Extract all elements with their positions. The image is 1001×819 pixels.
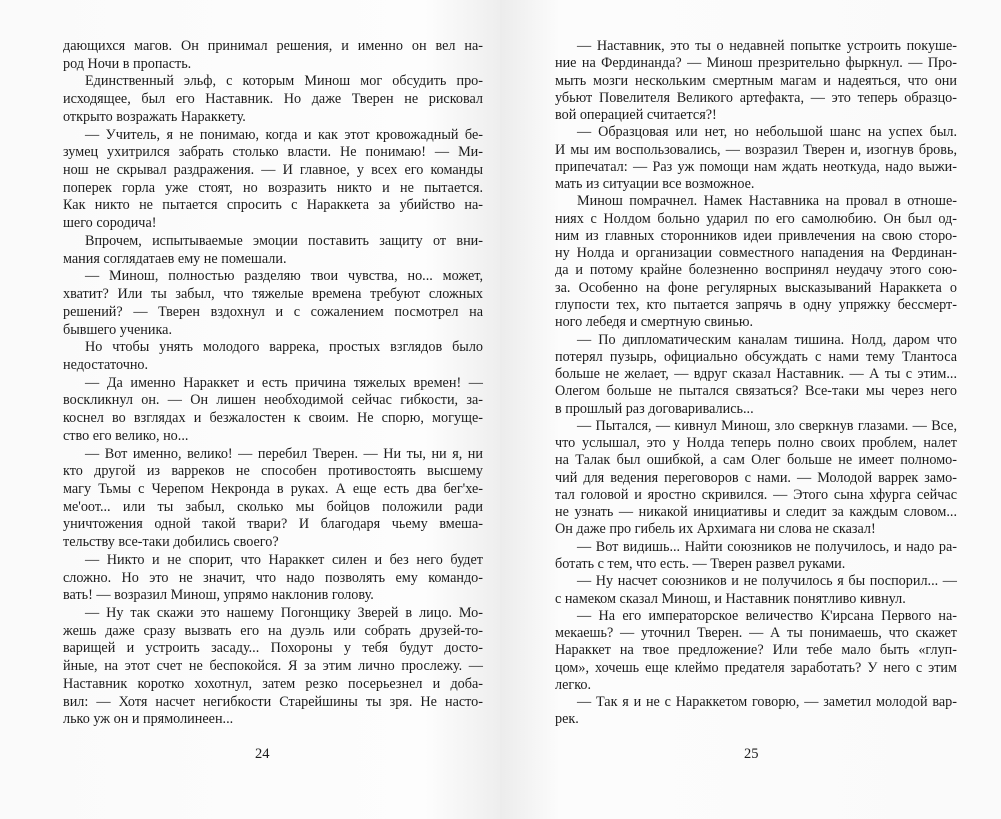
text-line: ниях с Нолдом больно ударил по его самолюбию. Он был од- (555, 210, 957, 227)
text-line: кто другой из варреков не способен противостоять высшему (63, 463, 483, 480)
text-line: лько уж он и прямолинеен... (63, 711, 234, 728)
text-line: — Да именно Нараккет и есть причина тяжелых времен! — (85, 374, 483, 391)
paragraph (63, 605, 483, 729)
text-line: мекаешь? — уточнил Тверен. — А ты понимаешь, что скажет (555, 625, 957, 642)
text-line: легко. (555, 676, 592, 693)
page-number: 24 (255, 746, 270, 762)
text-line: исходящее, был его Наставник. Но даже Тверен не рисковал (63, 91, 483, 108)
text-line: глупости тех, кто пытается запрячь в одну упряжку бессмерт- (555, 296, 957, 313)
text-line: припечатал: — Раз уж помощи нам ждать неоткуда, надо выжи- (555, 158, 957, 175)
paragraph (63, 375, 483, 446)
text-line: сложно. Но это не значит, что надо позволять ему командо- (63, 569, 483, 586)
text-line: — По дипломатическим каналам тишина. Нолд, даром что (577, 331, 957, 348)
text-line: мать из ситуации все возможное. (555, 176, 755, 193)
paragraph (555, 124, 957, 193)
text-line: воскликнул он. — Он лишен необходимой сейчас гибкости, за- (63, 392, 483, 409)
right-page-text (555, 38, 957, 729)
paragraph (555, 418, 957, 539)
paragraph (63, 73, 483, 126)
text-line: Как никто не пытается спросить с Нараккета за убийство на- (63, 197, 483, 214)
paragraph (555, 193, 957, 331)
text-line: тельству все-таки добились своего? (63, 534, 279, 551)
text-line: йные, на этот счет не беспокойся. Я за этим лично прослежу. — (63, 658, 483, 675)
page-number: 25 (744, 746, 759, 762)
text-line: — Минош, полностью разделяю твои чувства, но... может, (85, 268, 483, 285)
paragraph (555, 573, 957, 608)
text-line: дающихся магов. Он принимал решения, и именно он вел на- (63, 38, 483, 54)
text-line: цом», хочешь еще клеймо предателя заработать? У него с этим (555, 659, 957, 676)
paragraph (63, 38, 483, 73)
text-line: ним из главных сторонников идеи привлечения на свою сторо- (555, 227, 957, 244)
text-line: открыто возражать Нараккету. (63, 108, 246, 125)
text-line: потерял пузырь, официально обсуждать с нами тему Тлантоса (555, 348, 957, 365)
paragraph (555, 539, 957, 574)
text-line: нош не скрывал раздражения. — И главное, у всех его команды (63, 162, 483, 179)
text-line: не узнать — никакой инициативы и следит за каждым словом... (555, 504, 957, 521)
text-line: убьют Повелителя Великого артефакта, — это теперь образцо- (555, 89, 957, 106)
paragraph (63, 127, 483, 233)
text-line: чий для ведения переговоров с нами. — Молодой варрек замо- (555, 469, 957, 486)
text-line: вил: — Хотя насчет негибкости Старейшины ты зря. Не насто- (63, 693, 483, 710)
text-line: с намеком сказал Минош, и Наставник понятливо кивнул. (555, 590, 906, 607)
text-line: — Учитель, я не понимаю, когда и как этот кровожадный бе- (85, 126, 483, 143)
text-line: И мы им воспользовались, — возразил Тверен и, изогнув бровь, (555, 141, 957, 158)
text-line: — Образцовая или нет, но небольшой шанс на успех был. (577, 124, 957, 141)
paragraph (63, 446, 483, 552)
paragraph (555, 694, 957, 729)
text-line: ство его велико, но... (63, 427, 189, 444)
text-line: Единственный эльф, с которым Минош мог обсудить про- (85, 73, 483, 90)
text-line: ме'оот... или ты забыл, сколько мы бойцов положили ради (63, 498, 483, 515)
text-line: Олегом больше не пытался связаться? Все-таки мы через него (555, 383, 957, 400)
text-line: — Ну так скажи это нашему Погонщику Зверей в лицо. Мо- (85, 605, 483, 621)
text-line: решений? — Тверен вздохнул и с сожалением посмотрел на (63, 303, 483, 320)
text-line: на Талак был ошибкой, а сам Олег больше не имеет полномо- (555, 452, 957, 469)
text-line: зумец ухитрился забрать столько власти. Не понимаю! — Ми- (63, 144, 483, 161)
text-line: Минош помрачнел. Намек Наставника на провал в отноше- (577, 193, 957, 210)
text-line: коснел во взглядах и безжалостен к своим. Не спорю, могуще- (63, 410, 483, 427)
text-line: — Ну насчет союзников и не получилось я бы поспорил... — (577, 573, 957, 590)
text-line: жешь даже сразу вызвать его на дуэль или собрать друзей-то- (63, 622, 483, 639)
paragraph (63, 268, 483, 339)
paragraph (555, 608, 957, 694)
text-line: — Никто и не спорит, что Нараккет силен и без него будет (85, 551, 483, 568)
text-line: — Вот именно, велико! — перебил Тверен. — Ни ты, ни я, ни (85, 445, 483, 462)
text-line: рек. (555, 711, 579, 728)
text-line: вой операцией считается?! (555, 107, 717, 124)
text-line: да и потому крайне болезненно воспринял неудачу этого сою- (555, 262, 957, 279)
left-page (0, 0, 500, 819)
text-line: ботать с тем, что есть. — Тверен развел руками. (555, 555, 846, 572)
text-line: мания соглядатаев ему не помешали. (63, 250, 287, 267)
left-page-text (63, 38, 483, 729)
text-line: Но чтобы унять молодого варрека, простых взглядов было (85, 339, 483, 356)
text-line: ние на Фердинанда? — Минош презрительно фыркнул. — Про- (555, 55, 957, 72)
text-line: что услышал, это у Нолда теперь полно своих проблем, налет (555, 435, 957, 452)
text-line: хватит? Или ты забыл, что тяжелые времена требуют сложных (63, 286, 483, 303)
text-line: ну Нолда и организации совместного нападения на Фердинан- (555, 245, 957, 262)
text-line: за. Особенно на фоне регулярных высказываний Нараккета о (555, 279, 957, 296)
text-line: мыть мозги нескольким смертным магам и надеяться, что они (555, 72, 957, 89)
paragraph (63, 233, 483, 268)
text-line: — Вот видишь... Найти союзников не получилось, и надо ра- (577, 538, 957, 555)
text-line: — Пытался, — кивнул Минош, зло сверкнув глазами. — Все, (577, 417, 957, 434)
text-line: уничтожения одной такой твари? И благодаря чьему вмеша- (63, 516, 483, 533)
text-line: Нараккет на твое предложение? Или тебе мало быть «глуп- (555, 642, 957, 659)
text-line: вать! — возразил Минош, упрямо наклонив голову. (63, 587, 374, 604)
paragraph (555, 332, 957, 418)
text-line: шего сородича! (63, 215, 157, 232)
text-line: Наставник коротко хохотнул, затем резко посерьезнел и доба- (63, 675, 483, 692)
text-line: недостаточно. (63, 356, 149, 373)
text-line: поперек горла уже стоят, но возразить никто и не пытается. (63, 179, 483, 196)
text-line: тал головой и яростно скривился. — Этого сына хфурга сейчас (555, 486, 957, 503)
text-line: Впрочем, испытываемые эмоции поставить защиту от вни- (85, 232, 483, 249)
text-line: — Так я и не с Нараккетом говорю, — заметил молодой вар- (577, 694, 957, 711)
text-line: род Ночи в пропасть. (63, 55, 192, 72)
text-line: бывшего ученика. (63, 321, 173, 338)
text-line: — На его императорское величество К'ирсана Первого на- (577, 607, 957, 624)
paragraph (555, 38, 957, 124)
text-line: в прошлый раз договаривались... (555, 400, 754, 417)
text-line: Он даже про гибель их Архимага ни слова не сказал! (555, 521, 876, 538)
text-line: варищей и устроить засаду... Похороны у тебя будут досто- (63, 640, 483, 657)
right-page (500, 0, 1001, 819)
paragraph (63, 552, 483, 605)
text-line: ного лебедя и смертную свинью. (555, 314, 754, 331)
paragraph (63, 339, 483, 374)
text-line: магу Тьмы с Черепом Некронда в руках. А еще есть два бег'хе- (63, 480, 483, 497)
text-line: больше не желает, — вдруг сказал Наставник. — А ты с этим... (555, 366, 957, 383)
text-line: — Наставник, это ты о недавней попытке устроить покуше- (577, 38, 957, 54)
